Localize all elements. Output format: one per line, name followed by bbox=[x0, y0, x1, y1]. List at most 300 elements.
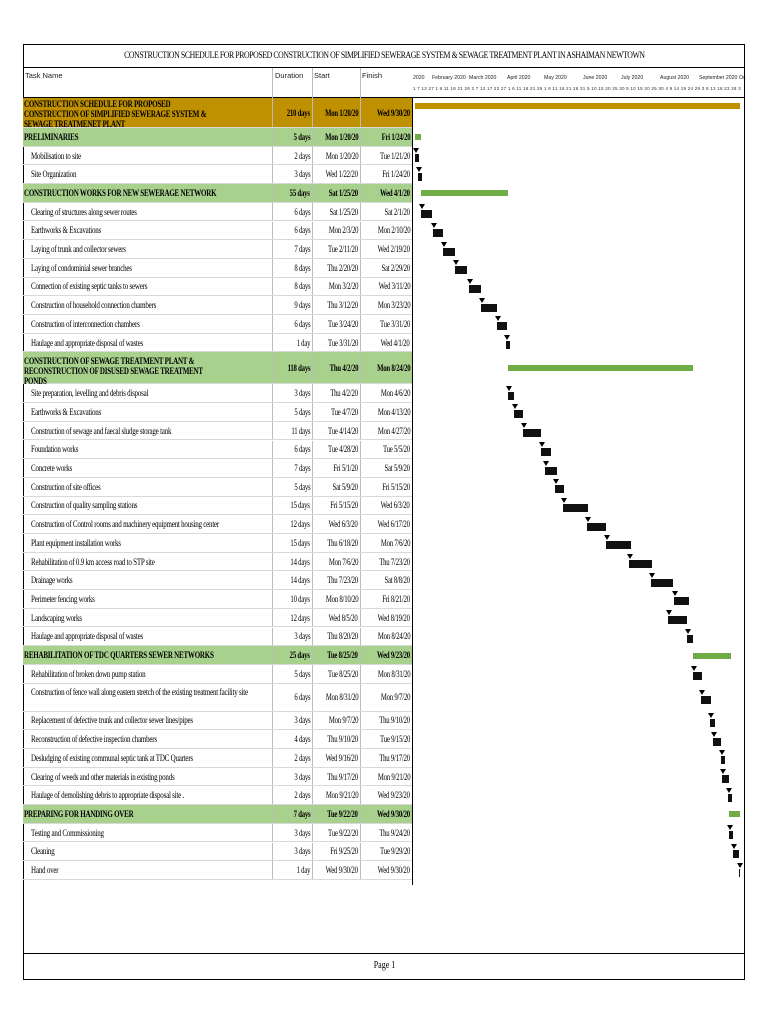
task-finish bbox=[360, 571, 412, 589]
task-start-text: Thu 4/2/20 bbox=[329, 362, 358, 373]
task-finish bbox=[360, 184, 412, 202]
task-row bbox=[23, 459, 412, 478]
task-start-text: Sat 5/9/20 bbox=[332, 481, 358, 492]
task-dur-text: 5 days bbox=[293, 481, 310, 492]
task-bar bbox=[523, 429, 541, 437]
task-finish bbox=[360, 730, 412, 748]
task-start-text: Mon 2/3/20 bbox=[328, 225, 358, 236]
task-finish-text: Mon 9/21/20 bbox=[377, 771, 410, 782]
task-name bbox=[24, 805, 268, 823]
task-start bbox=[312, 403, 360, 421]
task-start bbox=[312, 147, 360, 165]
task-start bbox=[312, 384, 360, 402]
task-name-text: Construction of Control rooms and machinery equipment housing center bbox=[31, 519, 220, 530]
summary-row bbox=[23, 128, 412, 147]
task-finish-text: Fri 1/24/20 bbox=[382, 169, 410, 180]
task-dur-text: 3 days bbox=[293, 631, 310, 642]
task-name bbox=[31, 749, 275, 767]
header-task-name: Task Name bbox=[25, 71, 63, 80]
task-start bbox=[312, 352, 360, 383]
task-dur bbox=[272, 824, 312, 842]
task-start-text: Wed 8/5/20 bbox=[329, 612, 358, 623]
task-row bbox=[23, 515, 412, 534]
task-name bbox=[24, 128, 268, 146]
task-finish-text: Wed 9/30/20 bbox=[377, 808, 410, 819]
task-start-text: Tue 4/14/20 bbox=[327, 425, 358, 436]
task-name-text: Construction of sewage and faecal sludge storage tank bbox=[31, 425, 172, 436]
task-bar bbox=[418, 173, 422, 181]
task-start-text: Tue 9/22/20 bbox=[327, 808, 358, 819]
task-start bbox=[312, 590, 360, 608]
task-row bbox=[23, 824, 412, 843]
task-name-text: Landscaping works bbox=[31, 612, 82, 623]
task-finish-text: Sat 2/29/20 bbox=[381, 262, 410, 273]
summary-bar bbox=[508, 365, 693, 371]
task-row bbox=[23, 240, 412, 259]
task-dur-text: 11 days bbox=[291, 425, 310, 436]
task-finish bbox=[360, 665, 412, 683]
task-finish bbox=[360, 534, 412, 552]
task-dur-text: 2 days bbox=[293, 790, 310, 801]
task-finish bbox=[360, 315, 412, 333]
task-dur bbox=[272, 403, 312, 421]
summary-bar bbox=[729, 811, 740, 817]
task-start bbox=[312, 824, 360, 842]
task-start-text: Fri 5/1/20 bbox=[333, 463, 358, 474]
task-finish bbox=[360, 403, 412, 421]
task-finish-text: Mon 8/24/20 bbox=[376, 362, 410, 373]
task-bar bbox=[497, 322, 507, 330]
task-bar bbox=[555, 485, 564, 493]
task-finish-text: Mon 8/24/20 bbox=[377, 631, 410, 642]
timeline-month: February 2020 bbox=[432, 75, 466, 81]
task-start-text: Mon 1/20/20 bbox=[324, 107, 358, 118]
task-start bbox=[312, 296, 360, 314]
task-dur-text: 5 days bbox=[293, 131, 310, 142]
task-start bbox=[312, 441, 360, 459]
task-dur bbox=[272, 352, 312, 383]
task-name bbox=[31, 497, 275, 515]
task-start-text: Mon 8/31/20 bbox=[325, 692, 358, 703]
header-start: Start bbox=[314, 71, 330, 80]
timeline-month: March 2020 bbox=[469, 75, 497, 81]
task-start-text: Mon 1/20/20 bbox=[324, 131, 358, 142]
task-row bbox=[23, 422, 412, 441]
task-name bbox=[31, 147, 275, 165]
task-start bbox=[312, 240, 360, 258]
task-finish-text: Tue 9/15/20 bbox=[379, 734, 410, 745]
task-dur bbox=[272, 315, 312, 333]
task-start-text: Wed 9/16/20 bbox=[325, 752, 358, 763]
task-start-text: Thu 7/23/20 bbox=[327, 575, 358, 586]
task-name bbox=[31, 768, 275, 786]
task-start bbox=[312, 609, 360, 627]
task-bar bbox=[713, 738, 721, 746]
task-start bbox=[312, 222, 360, 240]
task-row bbox=[23, 403, 412, 422]
header-divider bbox=[272, 68, 273, 98]
task-finish bbox=[360, 497, 412, 515]
task-finish bbox=[360, 422, 412, 440]
task-name-text: Earthworks & Excavations bbox=[31, 225, 102, 236]
task-start bbox=[312, 184, 360, 202]
task-finish-text: Tue 5/5/20 bbox=[383, 444, 410, 455]
task-bar bbox=[729, 831, 733, 839]
task-name-text: Haulage of demolishing debris to appropriate disposal site . bbox=[31, 790, 185, 801]
summary-row bbox=[23, 646, 412, 665]
task-name bbox=[24, 184, 268, 202]
task-name-text: Construction of interconnection chambers bbox=[31, 318, 140, 329]
summary-bar bbox=[693, 653, 731, 659]
task-dur bbox=[272, 571, 312, 589]
task-row bbox=[23, 147, 412, 166]
task-start-text: Tue 4/7/20 bbox=[331, 406, 358, 417]
task-dur-text: 10 days bbox=[290, 593, 310, 604]
task-finish bbox=[360, 203, 412, 221]
task-dur bbox=[272, 222, 312, 240]
task-bar bbox=[433, 229, 443, 237]
task-row bbox=[23, 843, 412, 862]
task-start-text: Fri 5/15/20 bbox=[330, 500, 358, 511]
header-divider bbox=[312, 68, 313, 98]
task-start bbox=[312, 684, 360, 711]
task-row bbox=[23, 628, 412, 647]
task-bar bbox=[508, 392, 514, 400]
task-finish-text: Tue 1/21/20 bbox=[379, 150, 410, 161]
task-dur-text: 12 days bbox=[290, 612, 310, 623]
task-finish-text: Mon 4/27/20 bbox=[377, 425, 410, 436]
task-name-text: Plant equipment installation works bbox=[31, 537, 121, 548]
task-row bbox=[23, 441, 412, 460]
task-finish bbox=[360, 824, 412, 842]
task-start bbox=[312, 712, 360, 730]
task-name bbox=[31, 315, 275, 333]
task-row bbox=[23, 684, 412, 712]
summary-row bbox=[23, 352, 412, 384]
task-dur bbox=[272, 184, 312, 202]
task-name bbox=[31, 165, 275, 183]
task-name-text: Site preparation, levelling and debris disposal bbox=[31, 388, 149, 399]
task-dur-text: 7 days bbox=[293, 808, 310, 819]
task-bar bbox=[514, 410, 523, 418]
task-start bbox=[312, 646, 360, 664]
document-title: CONSTRUCTION SCHEDULE FOR PROPOSED CONSTRUCTION OF SIMPLIFIED SEWERAGE SYSTEM & SEWAGE TREATMENT PLANT IN ASHAIMAN NEWTOWN bbox=[23, 44, 745, 68]
task-name bbox=[31, 628, 275, 646]
task-start bbox=[312, 165, 360, 183]
timeline-month: June 2020 bbox=[583, 75, 608, 81]
task-name-text: Connection of existing septic tanks to sewers bbox=[31, 281, 148, 292]
task-bar bbox=[545, 467, 556, 475]
task-start bbox=[312, 515, 360, 533]
task-row bbox=[23, 384, 412, 403]
task-name bbox=[31, 712, 275, 730]
task-start-text: Tue 3/24/20 bbox=[327, 318, 358, 329]
task-name bbox=[24, 352, 268, 386]
task-start-text: Wed 1/22/20 bbox=[325, 169, 358, 180]
task-start-text: Wed 9/30/20 bbox=[325, 865, 358, 876]
task-finish bbox=[360, 334, 412, 352]
task-name-text: Construction of site offices bbox=[31, 481, 101, 492]
task-dur bbox=[272, 240, 312, 258]
task-dur-text: 5 days bbox=[293, 406, 310, 417]
task-dur bbox=[272, 665, 312, 683]
task-finish bbox=[360, 515, 412, 533]
task-dur bbox=[272, 147, 312, 165]
summary-row bbox=[23, 184, 412, 203]
task-finish-text: Thu 9/10/20 bbox=[379, 715, 410, 726]
task-name bbox=[31, 786, 275, 804]
task-row bbox=[23, 497, 412, 516]
task-start-text: Tue 2/11/20 bbox=[328, 244, 358, 255]
task-dur bbox=[272, 628, 312, 646]
task-finish bbox=[360, 646, 412, 664]
task-row bbox=[23, 296, 412, 315]
task-dur bbox=[272, 646, 312, 664]
task-finish-text: Wed 4/1/20 bbox=[381, 337, 410, 348]
task-name bbox=[31, 203, 275, 221]
task-start bbox=[312, 497, 360, 515]
task-name-text: Hand over bbox=[31, 865, 59, 876]
task-start bbox=[312, 843, 360, 861]
task-name bbox=[31, 843, 275, 861]
header-finish: Finish bbox=[362, 71, 383, 80]
task-start bbox=[312, 768, 360, 786]
task-name-text: PREPARING FOR HANDING OVER bbox=[24, 808, 134, 819]
task-dur bbox=[272, 712, 312, 730]
task-name bbox=[31, 590, 275, 608]
task-dur-text: 25 days bbox=[289, 650, 310, 661]
task-bar bbox=[415, 154, 419, 162]
task-dur bbox=[272, 515, 312, 533]
task-bar bbox=[668, 616, 687, 624]
task-dur bbox=[272, 478, 312, 496]
task-finish bbox=[360, 478, 412, 496]
task-bar bbox=[693, 672, 702, 680]
task-start bbox=[312, 730, 360, 748]
task-dur-text: 210 days bbox=[286, 107, 310, 118]
timeline-month: July 2020 bbox=[621, 75, 644, 81]
page-number: Page 1 bbox=[373, 960, 395, 971]
task-dur bbox=[272, 534, 312, 552]
task-finish bbox=[360, 441, 412, 459]
task-dur-text: 4 days bbox=[293, 734, 310, 745]
task-finish bbox=[360, 165, 412, 183]
task-name bbox=[31, 422, 275, 440]
task-dur-text: 15 days bbox=[290, 537, 310, 548]
task-bar bbox=[651, 579, 673, 587]
task-name bbox=[31, 553, 275, 571]
task-name bbox=[31, 278, 275, 296]
task-finish bbox=[360, 384, 412, 402]
task-bar bbox=[606, 541, 630, 549]
task-start-text: Thu 4/2/20 bbox=[330, 388, 358, 399]
task-name-text: Laying of condominial sewer branches bbox=[31, 262, 132, 273]
task-name-text: Earthworks & Excavations bbox=[31, 406, 102, 417]
task-finish-text: Wed 9/30/20 bbox=[377, 865, 410, 876]
task-dur-text: 3 days bbox=[293, 771, 310, 782]
task-dur bbox=[272, 98, 312, 127]
task-row bbox=[23, 259, 412, 278]
task-row bbox=[23, 861, 412, 880]
task-finish-text: Sat 8/8/20 bbox=[384, 575, 410, 586]
task-start-text: Thu 3/12/20 bbox=[327, 300, 358, 311]
task-start bbox=[312, 334, 360, 352]
gantt-divider bbox=[412, 98, 413, 885]
task-dur bbox=[272, 590, 312, 608]
task-dur-text: 7 days bbox=[293, 463, 310, 474]
task-name-text: Drainage works bbox=[31, 575, 73, 586]
task-dur-text: 2 days bbox=[293, 752, 310, 763]
task-dur bbox=[272, 441, 312, 459]
task-row bbox=[23, 315, 412, 334]
task-name bbox=[31, 459, 275, 477]
task-row bbox=[23, 571, 412, 590]
task-dur-text: 3 days bbox=[293, 827, 310, 838]
task-start bbox=[312, 805, 360, 823]
task-start bbox=[312, 571, 360, 589]
task-finish-text: Wed 4/1/20 bbox=[380, 187, 410, 198]
task-name-text: Desludging of existing communal septic tank at TDC Quarters bbox=[31, 752, 193, 763]
task-bar bbox=[687, 635, 693, 643]
task-start bbox=[312, 786, 360, 804]
task-start-text: Mon 9/21/20 bbox=[325, 790, 358, 801]
task-finish-text: Wed 9/23/20 bbox=[377, 650, 410, 661]
task-name bbox=[31, 824, 275, 842]
task-bar bbox=[674, 597, 689, 605]
task-dur-text: 6 days bbox=[293, 692, 310, 703]
task-name-text: Replacement of defective trunk and collector sewer lines/pipes bbox=[31, 715, 193, 726]
task-finish bbox=[360, 843, 412, 861]
task-bar bbox=[728, 794, 732, 802]
task-finish bbox=[360, 684, 412, 711]
task-dur bbox=[272, 384, 312, 402]
timeline-month: August 2020 bbox=[660, 75, 690, 81]
task-dur bbox=[272, 497, 312, 515]
task-bar bbox=[721, 756, 725, 764]
task-start-text: Tue 3/31/20 bbox=[327, 337, 358, 348]
task-start bbox=[312, 553, 360, 571]
task-dur bbox=[272, 165, 312, 183]
task-name-text: CONSTRUCTION OF SEWAGE TREATMENT PLANT & RECONSTRUCTION OF DISUSED SEWAGE TREATMENT PONDS bbox=[24, 355, 203, 386]
task-name-text: CONSTRUCTION WORKS FOR NEW SEWERAGE NETWORK bbox=[24, 187, 217, 198]
task-bar bbox=[506, 341, 510, 349]
summary-row bbox=[23, 805, 412, 824]
task-name-text: Mobilisation to site bbox=[31, 150, 81, 161]
header-divider bbox=[360, 68, 361, 98]
task-name-text: PRELIMINARIES bbox=[24, 131, 79, 142]
task-dur bbox=[272, 553, 312, 571]
task-finish-text: Wed 9/23/20 bbox=[377, 790, 410, 801]
task-dur-text: 6 days bbox=[293, 444, 310, 455]
task-row bbox=[23, 222, 412, 241]
task-name-text: Haulage and appropriate disposal of wastes bbox=[31, 631, 144, 642]
task-start-text: Mon 8/10/20 bbox=[325, 593, 358, 604]
task-bar bbox=[733, 850, 739, 858]
task-finish bbox=[360, 147, 412, 165]
task-start bbox=[312, 665, 360, 683]
task-dur-text: 3 days bbox=[293, 846, 310, 857]
task-dur bbox=[272, 459, 312, 477]
task-name bbox=[31, 515, 275, 533]
task-dur-text: 12 days bbox=[290, 519, 310, 530]
task-finish-text: Fri 5/15/20 bbox=[382, 481, 410, 492]
task-start bbox=[312, 98, 360, 127]
task-dur-text: 5 days bbox=[293, 668, 310, 679]
timeline-days: 1 7 12 27 1 6 11 16 21 26 2 7 12 17 22 27 1 6 11 16 21 26 1 6 11 16 21 26 31 5 10 15 20 25 30 5 10 15 20 25 30 4 9 14 19 24 29 3 8 13 18 23 28 3 bbox=[413, 86, 741, 91]
task-name-text: Clearing of structures along sewer routes bbox=[31, 206, 137, 217]
task-finish-text: Wed 6/3/20 bbox=[381, 500, 410, 511]
task-finish-text: Fri 1/24/20 bbox=[381, 131, 410, 142]
task-dur-text: 14 days bbox=[290, 575, 310, 586]
task-bar bbox=[563, 504, 589, 512]
task-dur bbox=[272, 259, 312, 277]
task-finish bbox=[360, 296, 412, 314]
task-name-text: Foundation works bbox=[31, 444, 79, 455]
task-bar bbox=[710, 719, 715, 727]
task-start bbox=[312, 534, 360, 552]
task-start-text: Thu 8/20/20 bbox=[327, 631, 358, 642]
task-name-text: Construction of fence wall along eastern stretch of the existing treatment facility site bbox=[31, 686, 248, 697]
summary-row bbox=[23, 98, 412, 128]
task-dur-text: 8 days bbox=[293, 281, 310, 292]
task-name-text: Rehabilitation of broken down pump station bbox=[31, 668, 146, 679]
summary-bar bbox=[415, 103, 740, 109]
task-row bbox=[23, 786, 412, 805]
task-finish-text: Mon 3/23/20 bbox=[377, 300, 410, 311]
task-finish bbox=[360, 553, 412, 571]
task-start bbox=[312, 128, 360, 146]
task-start-text: Mon 3/2/20 bbox=[328, 281, 358, 292]
task-dur-text: 2 days bbox=[293, 150, 310, 161]
task-name bbox=[31, 571, 275, 589]
task-dur bbox=[272, 768, 312, 786]
task-name bbox=[31, 222, 275, 240]
task-start-text: Thu 9/10/20 bbox=[327, 734, 358, 745]
task-start bbox=[312, 315, 360, 333]
task-name-text: Construction of quality sampling stations bbox=[31, 500, 138, 511]
task-bar bbox=[455, 266, 468, 274]
task-start-text: Fri 9/25/20 bbox=[330, 846, 358, 857]
task-finish-text: Mon 4/13/20 bbox=[377, 406, 410, 417]
timeline-month: 2020 bbox=[413, 75, 425, 81]
task-finish bbox=[360, 240, 412, 258]
task-finish bbox=[360, 222, 412, 240]
footer-divider bbox=[23, 953, 745, 954]
task-dur bbox=[272, 203, 312, 221]
task-name bbox=[24, 98, 268, 128]
task-row bbox=[23, 165, 412, 184]
task-start-text: Mon 9/7/20 bbox=[328, 715, 358, 726]
task-start-text: Tue 8/25/20 bbox=[327, 650, 358, 661]
task-name bbox=[31, 534, 275, 552]
task-bar bbox=[443, 248, 454, 256]
task-dur bbox=[272, 128, 312, 146]
task-finish bbox=[360, 768, 412, 786]
task-start-text: Sat 1/25/20 bbox=[328, 187, 358, 198]
task-finish-text: Fri 8/21/20 bbox=[382, 593, 410, 604]
task-start bbox=[312, 459, 360, 477]
task-bar bbox=[469, 285, 482, 293]
task-finish-text: Mon 9/7/20 bbox=[380, 692, 410, 703]
task-finish bbox=[360, 805, 412, 823]
task-name bbox=[31, 334, 275, 352]
task-row bbox=[23, 553, 412, 572]
task-dur-text: 6 days bbox=[293, 318, 310, 329]
task-bar bbox=[701, 696, 711, 704]
task-name-text: Site Organization bbox=[31, 169, 77, 180]
task-dur bbox=[272, 805, 312, 823]
task-dur bbox=[272, 684, 312, 711]
